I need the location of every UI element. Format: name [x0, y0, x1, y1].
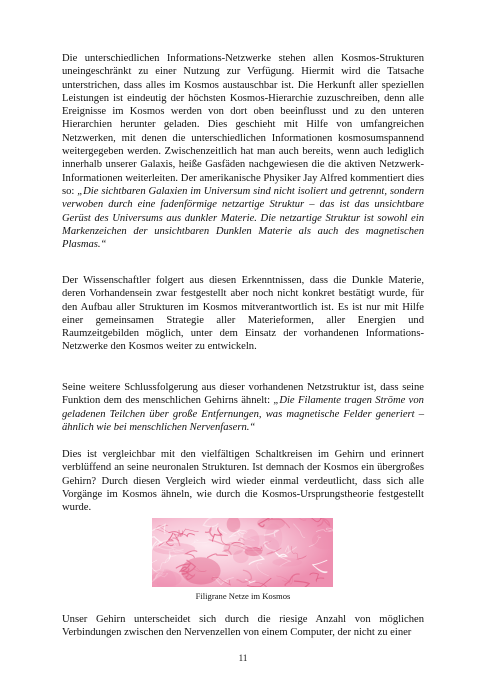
page-number: 11 — [238, 653, 248, 663]
quote-jay-alfred: „Die sichtbaren Galaxien im Universum sind nicht isoliert und getrennt, sondern verwoben durch eine fadenförmige netzartige Struktur – das ist das unsichtbare Gerüst des Universums aus dunkler Materie. Die netzartige Struktur ist sowohl ein Markenzeichen der unsichtbaren Dunklen Materie als auch des magnetischen Plasmas.“ — [62, 185, 424, 251]
paragraph-brain-comparison — [62, 381, 424, 434]
paragraph-neural-structures: Dies ist vergleichbar mit den vielfältigen Schaltkreisen im Gehirn und erinnert verblüffend an seine neuronalen Strukturen. Ist demnach der Kosmos ein übergroßes Gehirn? Durch diesen Vergleich wird wieder einmal verdeutlicht, dass sich alle Vorgänge im Kosmos ähneln, wie durch die Kosmos-Ursprungstheorie festgestellt wurde. — [62, 449, 424, 514]
dense-region — [243, 535, 279, 556]
paragraph-dark-matter: Der Wissenschaftler folgert aus diesen Erkenntnissen, dass die Dunkle Materie, deren Vorhandensein zwar festgestellt aber noch nicht konkret bestätigt wurde, für den Aufbau aller Strukturen im Kosmos mitverantwortlich ist. Es ist nur mit Hilfe einer gemeinsamen Strategie aller Materieformen, aller Energien und Raumzeitgebilden möglich, unter dem Einsatz der vorhandenen Informations-Netzwerke den Kosmos weiter zu entwickeln. — [62, 275, 424, 353]
dense-region — [153, 543, 196, 555]
cosmic-web-image — [152, 518, 333, 587]
paragraph-brain-computer: Unser Gehirn unterscheidet sich durch die riesige Anzahl von möglichen Verbindungen zwischen den Nervenzellen von einem Computer, der nicht zu einer — [62, 614, 424, 639]
dense-region — [272, 558, 302, 566]
cosmic-web-illustration — [152, 518, 333, 587]
quote-filaments: „Die Filamente tragen Ströme von geladenen Teilchen über große Entfernungen, was magnetische Felder generiert – ähnlich wie bei menschlichen Nervenfasern.“ — [62, 395, 424, 433]
paragraph-information-networks — [62, 52, 424, 251]
paragraph-text: Die unterschiedlichen Informations-Netzwerke stehen allen Kosmos-Strukturen uneingeschränkt zu einer Nutzung zur Verfügung. Hiermit wird die Tatsache unterstrichen, dass alles im Kosmos austauschbar ist. Die Herkunft aller speziellen Leistungen ist eindeutig der höchsten Kosmos-Hierarchie zuzuschreiben, denn alle Ereignisse im Kosmos werden von dort oben beeinflusst und zu den unteren Hierarchien herunter geladen. Dies geschieht mit Hilfe von umfangreichen Netzwerken, mit denen die unterschiedlichen Informationen kosmosumspannend weitergegeben werden. Zwischenzeitlich hat man auch bereits, wenn auch lediglich innerhalb unserer Galaxis, heiße Gasfäden nachgewiesen die die aktiven Netzwerk-Informationen weiterleiten. Der amerikanische Physiker Jay Alfred kommentiert dies so: — [62, 53, 424, 197]
paragraph-text: Seine weitere Schlussfolgerung aus dieser vorhandenen Netzstruktur ist, dass seine Funktion dem des menschlichen Gehirns ähnelt: — [62, 382, 424, 407]
dense-region — [223, 542, 243, 555]
figure-caption: Filigrane Netze im Kosmos — [195, 591, 291, 601]
dense-region — [181, 557, 220, 584]
